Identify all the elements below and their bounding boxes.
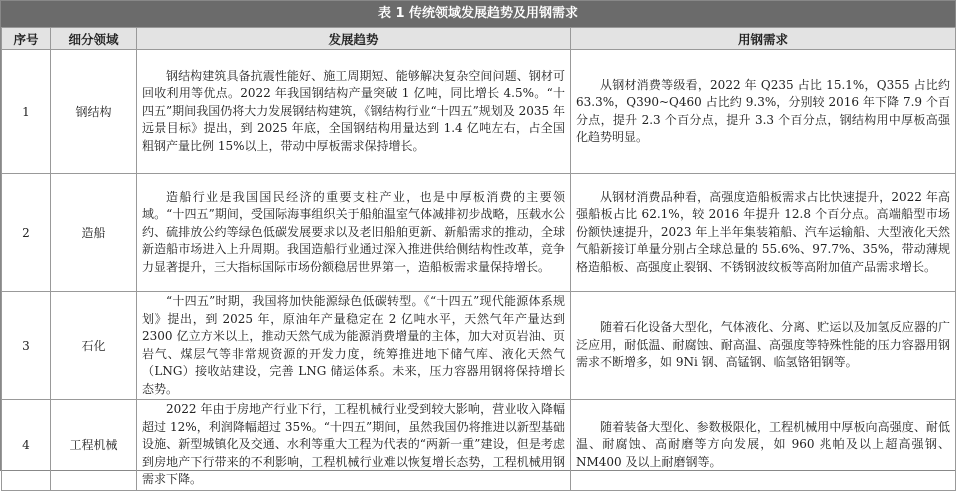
row-trend bbox=[137, 292, 571, 400]
row-number: 4 bbox=[2, 400, 51, 491]
data-table bbox=[1, 27, 956, 491]
row-trend-text: 钢结构建筑具备抗震性能好、施工周期短、能够解决复杂空间问题、钢材可回收利用等优点。2022 年我国钢结构产量突破 1 亿吨，同比增长 4.5%。“十四五”期间我国仍将大力发展钢结构建筑，《钢结构行业“十四五”规划及 2035 年远景目标》提出，到 2025 年底，全国钢结构用量达到 1.4 亿吨左右，占全国粗钢产量比例 15%以上，带动中厚板需求保持增长。 bbox=[142, 68, 565, 153]
row-demand bbox=[571, 50, 956, 174]
row-trend-text: “十四五”时期，我国将加快能源绿色低碳转型。《“十四五”现代能源体系规划》提出，到 2025 年，原油年产量稳定在 2 亿吨水平，天然气年产量达到 2300 亿立方米以上，推动天然气成为能源消费增量的主体，加大对页岩油、页岩气、煤层气等非常规资源的开发力度，统筹推进地下储气库、液化天然气（LNG）接收站建设，完善 LNG 储运体系。未来，压力容器用钢将保持增长态势。 bbox=[142, 294, 565, 396]
header-field: 细分领域 bbox=[51, 28, 137, 50]
row-field: 钢结构 bbox=[51, 50, 137, 174]
row-demand-text: 随着装备大型化、参数极限化，工程机械用中厚板向高强度、耐低温、耐腐蚀、高耐磨等方向发展，如 960 兆帕及以上超高强钢、NM400 及以上耐磨钢等。 bbox=[576, 419, 950, 469]
row-trend bbox=[137, 400, 571, 491]
row-demand-text: 从钢材消费等级看，2022 年 Q235 占比 15.1%，Q355 占比约 63.3%，Q390~Q460 占比约 9.3%，分别较 2016 年下降 7.9 个百分点，提升 2.3 个百分点，提升 3.3 个百分点，钢结构用中厚板高强化趋势明显。 bbox=[576, 77, 950, 144]
table-row bbox=[2, 400, 956, 491]
row-demand bbox=[571, 174, 956, 292]
row-field: 工程机械 bbox=[51, 400, 137, 491]
row-demand bbox=[571, 400, 956, 491]
row-demand-text: 从钢材消费品种看，高强度造船板需求占比快速提升，2022 年高强船板占比 62.1%，较 2016 年提升 12.8 个百分点。高端船型市场份额快速提升，2023 年上半年集装箱船、汽车运输船、大型液化天然气船新接订单量分别占全球总量的 55.6%、97.7%、35%，带动薄规格造船板、高强度止裂钢、不锈钢波纹板等高附加值产品需求增长。 bbox=[576, 189, 950, 274]
row-demand-text: 随着石化设备大型化，气体液化、分离、贮运以及加氢反应器的广泛应用，耐低温、耐腐蚀、耐高温、高强度等特殊性能的压力容器用钢需求不断增多，如 9Ni 钢、高锰钢、临氢铬钼钢等。 bbox=[576, 320, 950, 370]
header-no: 序号 bbox=[2, 28, 51, 50]
table-row bbox=[2, 50, 956, 174]
row-field: 石化 bbox=[51, 292, 137, 400]
row-trend-text: 造船行业是我国国民经济的重要支柱产业，也是中厚板消费的主要领域。“十四五”期间，受国际海事组织关于船舶温室气体减排初步战略，压载水公约、硫排放公约等绿色低碳发展要求以及老旧船舶更新、新船需求的推动，全球新造船市场进入上升周期。我国造船行业通过深入推进供给侧结构性改革，竞争力显著提升，三大指标国际市场份额稳居世界第一，造船板需求量保持增长。 bbox=[142, 189, 565, 274]
row-demand bbox=[571, 292, 956, 400]
row-trend bbox=[137, 50, 571, 174]
row-field: 造船 bbox=[51, 174, 137, 292]
header-row bbox=[2, 28, 956, 50]
table-row bbox=[2, 292, 956, 400]
row-number: 2 bbox=[2, 174, 51, 292]
table-row bbox=[2, 174, 956, 292]
row-number: 3 bbox=[2, 292, 51, 400]
header-demand: 用钢需求 bbox=[571, 28, 956, 50]
table-caption: 表 1 传统领域发展趋势及用钢需求 bbox=[1, 1, 955, 27]
row-trend bbox=[137, 174, 571, 292]
row-trend-text: 2022 年由于房地产行业下行，工程机械行业受到较大影响，营业收入降幅超过 12%，利润降幅超过 35%。“十四五”期间，虽然我国仍将推进以新型基础设施、新型城镇化及交通、水利等重大工程为代表的“两新一重”建设，但是考虑到房地产下行带来的不利影响，工程机械行业难以恢复增长态势，工程机械用钢需求下降。 bbox=[142, 402, 565, 486]
header-trend: 发展趋势 bbox=[137, 28, 571, 50]
row-number: 1 bbox=[2, 50, 51, 174]
